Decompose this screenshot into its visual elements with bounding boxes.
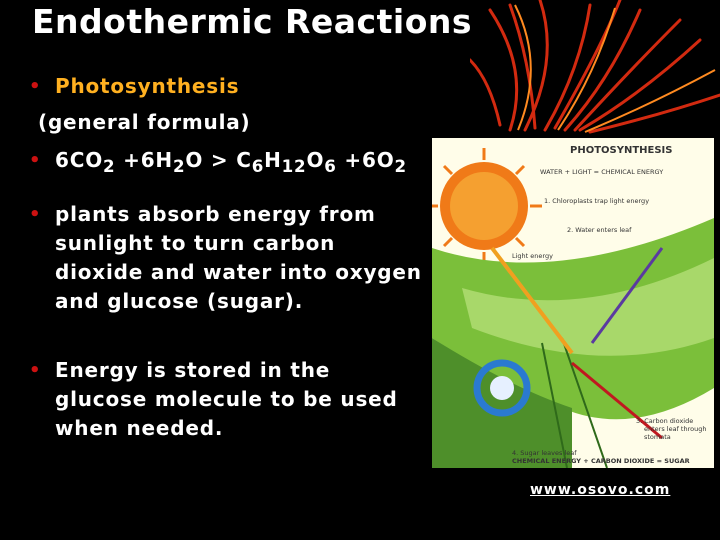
diagram-step-3b: enters leaf through (644, 425, 707, 433)
bullet-text-line: dioxide and water into oxygen (55, 260, 422, 284)
bullet-equation (29, 146, 407, 181)
diagram-title: PHOTOSYNTHESIS (570, 145, 673, 156)
photosynthesis-diagram (432, 138, 714, 468)
diagram-step-1: 1. Chloroplasts trap light energy (544, 197, 650, 205)
photosynthesis-label: Photosynthesis (55, 74, 240, 98)
bullet-text-line: sunlight to turn carbon (55, 231, 336, 255)
bullet-dot: • (29, 76, 42, 97)
sun-rays-image (470, 0, 720, 135)
general-formula-label: (general formula) (38, 110, 251, 134)
bullet-text-line: glucose molecule to be used (55, 387, 398, 411)
diagram-step-4: 4. Sugar leaves leaf (512, 449, 577, 457)
chemical-equation: $6CO_2 +6H_2O > C_6H_{12}O_6 +6O_2$ (55, 148, 407, 176)
diagram-equation-bottom: CHEMICAL ENERGY + CARBON DIOXIDE = SUGAR (512, 457, 690, 465)
bullet-text-line: plants absorb energy from (55, 202, 376, 226)
diagram-light-energy: Light energy (512, 252, 553, 260)
bullet-plants-absorb (29, 200, 422, 316)
bullet-text-line: and glucose (sugar). (55, 289, 304, 313)
bullet-photosynthesis (29, 72, 240, 101)
bullet-energy-stored (29, 356, 398, 443)
diagram-step-3a: 3. Carbon dioxide (636, 417, 694, 425)
bullet-text-line: Energy is stored in the (55, 358, 331, 382)
diagram-step-3c: stomata (644, 433, 671, 441)
bullet-dot: • (29, 360, 42, 381)
source-link[interactable]: www.osovo.com (530, 482, 671, 498)
bullet-dot: • (29, 204, 42, 225)
bullet-text-line: when needed. (55, 416, 224, 440)
diagram-step-2: 2. Water enters leaf (567, 226, 632, 234)
bullet-dot: • (29, 150, 42, 171)
diagram-equation-top: WATER + LIGHT = CHEMICAL ENERGY (540, 168, 664, 176)
slide-title: Endothermic Reactions (32, 2, 473, 41)
